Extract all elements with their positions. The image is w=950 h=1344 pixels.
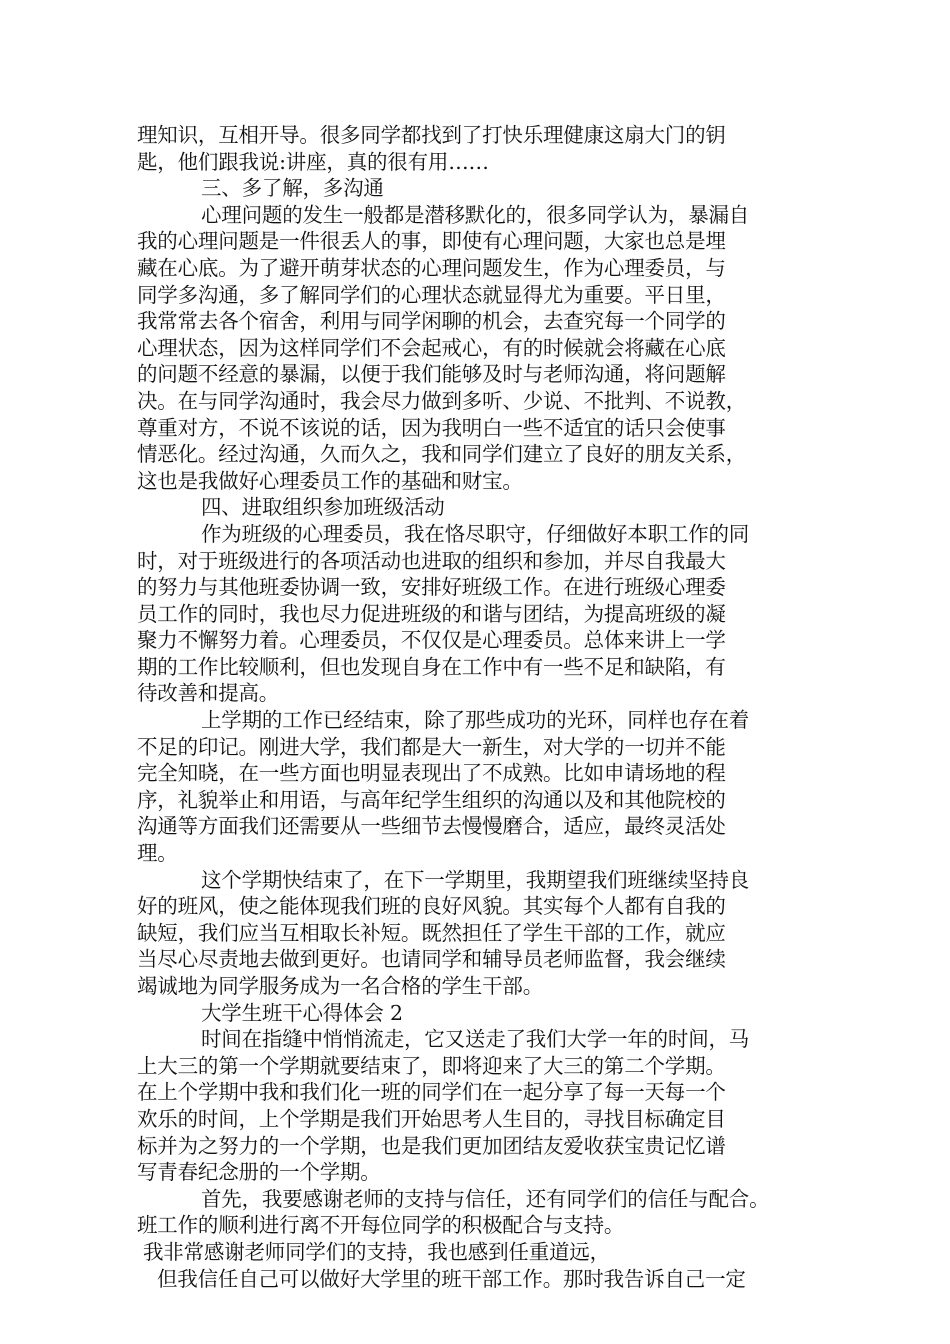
text-line: 待改善和提高。	[137, 681, 280, 706]
text-line: 聚力不懈努力着。心理委员，不仅仅是心理委员。总体来讲上一学	[137, 628, 726, 653]
text-line: 班工作的顺利进行离不开每位同学的积极配合与支持。	[137, 1213, 625, 1238]
text-line: 情恶化。经过沟通，久而久之，我和同学们建立了良好的朋友关系，	[137, 442, 746, 467]
text-line: 理。	[137, 841, 178, 866]
text-line: 缺短，我们应当互相取长补短。既然担任了学生干部的工作，就应	[137, 920, 726, 945]
text-line: 心理状态，因为这样同学们不会起戒心，有的时候就会将藏在心底	[137, 335, 726, 360]
text-line: 期的工作比较顺利，但也发现自身在工作中有一些不足和缺陷，有	[137, 654, 726, 679]
text-line: 首先，我要感谢老师的支持与信任，还有同学们的信任与配合。	[201, 1186, 770, 1211]
text-line: 作为班级的心理委员，我在恪尽职守，仔细做好本职工作的同	[201, 521, 750, 546]
text-line: 这个学期快结束了，在下一学期里，我期望我们班继续坚持良	[201, 867, 750, 892]
text-line: 好的班风，使之能体现我们班的良好风貌。其实每个人都有自我的	[137, 894, 726, 919]
text-line: 决。在与同学沟通时，我会尽力做到多听、少说、不批判、不说教，	[137, 388, 746, 413]
text-line: 标并为之努力的一个学期，也是我们更加团结友爱收获宝贵记忆谱	[137, 1133, 726, 1158]
text-line: 当尽心尽责地去做到更好。也请同学和辅导员老师监督，我会继续	[137, 947, 726, 972]
text-line: 完全知晓，在一些方面也明显表现出了不成熟。比如申请场地的程	[137, 761, 726, 786]
text-line: 写青春纪念册的一个学期。	[137, 1160, 381, 1185]
text-line: 同学多沟通，多了解同学们的心理状态就显得尤为重要。平日里，	[137, 282, 726, 307]
text-line: 不足的印记。刚进大学，我们都是大一新生，对大学的一切并不能	[137, 734, 726, 759]
text-line: 我常常去各个宿舍，利用与同学闲聊的机会，去查究每一个同学的	[137, 309, 726, 334]
text-line: 上大三的第一个学期就要结束了，即将迎来了大三的第二个学期。	[137, 1053, 726, 1078]
text-line: 匙，他们跟我说:讲座，真的很有用……	[137, 149, 489, 174]
text-line: 心理问题的发生一般都是潜移默化的，很多同学认为，暴漏自	[201, 202, 750, 227]
text-line: 上学期的工作已经结束，除了那些成功的光环，同样也存在着	[201, 708, 750, 733]
text-line: 时间在指缝中悄悄流走，它又送走了我们大学一年的时间，马	[201, 1027, 750, 1052]
text-line: 我非常感谢老师同学们的支持，我也感到任重道远，	[143, 1239, 610, 1264]
text-line: 竭诚地为同学服务成为一名合格的学生干部。	[137, 974, 543, 998]
text-line: 尊重对方，不说不该说的话，因为我明白一些不适宜的话只会使事	[137, 415, 726, 440]
section-heading: 大学生班干心得体会 2	[201, 1000, 403, 1025]
section-heading: 三、多了解，多沟通	[201, 176, 384, 201]
text-line: 的问题不经意的暴漏，以便于我们能够及时与老师沟通，将问题解	[137, 362, 726, 387]
text-line: 理知识，互相开导。很多同学都找到了打快乐理健康这扇大门的钥	[137, 123, 726, 147]
text-line: 这也是我做好心理委员工作的基础和财宝。	[137, 468, 523, 493]
text-line: 在上个学期中我和我们化一班的同学们在一起分享了每一天每一个	[137, 1080, 726, 1105]
document-page	[137, 122, 817, 1292]
text-line: 员工作的同时，我也尽力促进班级的和谐与团结，为提高班级的凝	[137, 601, 726, 626]
text-line: 藏在心底。为了避开萌芽状态的心理问题发生，作为心理委员，与	[137, 255, 726, 280]
section-heading: 四、进取组织参加班级活动	[201, 495, 445, 520]
text-line: 我的心理问题是一件很丢人的事，即使有心理问题，大家也总是埋	[137, 229, 726, 254]
text-line: 沟通等方面我们还需要从一些细节去慢慢磨合，适应，最终灵活处	[137, 814, 726, 839]
text-line: 的努力与其他班委协调一致，安排好班级工作。在进行班级心理委	[137, 575, 726, 600]
text-line: 序，礼貌举止和用语，与高年纪学生组织的沟通以及和其他院校的	[137, 787, 726, 812]
text-line: 欢乐的时间，上个学期是我们开始思考人生目的，寻找目标确定目	[137, 1106, 726, 1131]
text-line: 时，对于班级进行的各项活动也进取的组织和参加，并尽自我最大	[137, 548, 726, 573]
text-line: 但我信任自己可以做好大学里的班干部工作。那时我告诉自己一定	[157, 1266, 746, 1291]
